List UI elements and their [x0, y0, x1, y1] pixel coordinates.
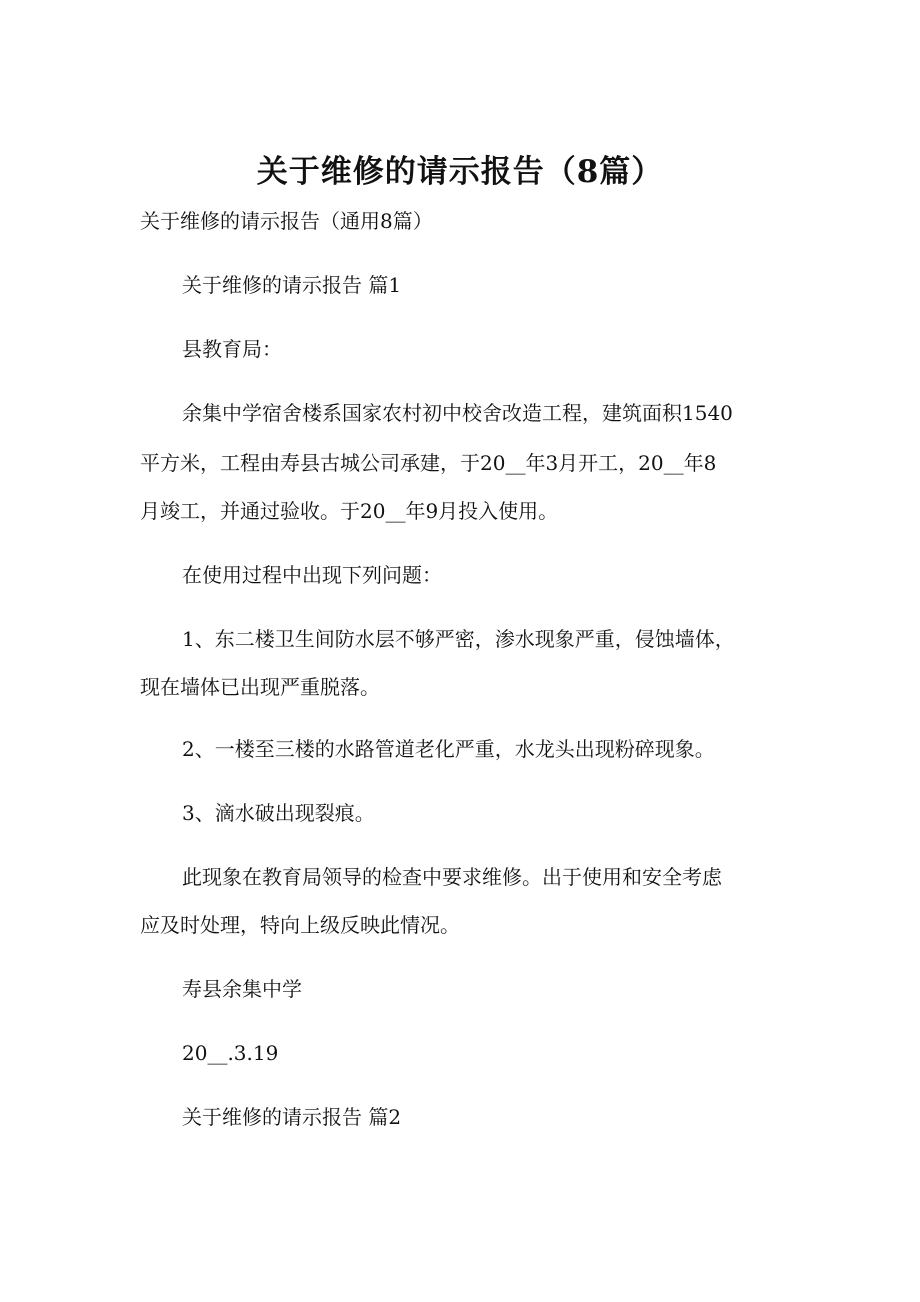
- item-1-line-2: 现在墙体已出现严重脱落。: [140, 675, 380, 699]
- section-1-heading: 关于维修的请示报告 篇1: [182, 273, 402, 297]
- paragraph-3-line-1: 此现象在教育局领导的检查中要求维修。出于使用和安全考虑: [182, 865, 722, 889]
- paragraph-1-line-1: 余集中学宿舍楼系国家农村初中校舍改造工程，建筑面积1540: [182, 401, 733, 425]
- paragraph-3-line-2: 应及时处理，特向上级反映此情况。: [140, 913, 460, 937]
- item-2: 2、一楼至三楼的水路管道老化严重，水龙头出现粉碎现象。: [182, 737, 715, 761]
- date: 20__.3.19: [182, 1041, 279, 1065]
- item-3: 3、滴水破出现裂痕。: [182, 801, 375, 825]
- paragraph-1-line-3: 月竣工，并通过验收。于20__年9月投入使用。: [140, 499, 559, 523]
- paragraph-1-line-2: 平方米，工程由寿县古城公司承建，于20__年3月开工，20__年8: [140, 451, 717, 475]
- addressee: 县教育局：: [182, 337, 282, 361]
- item-1-line-1: 1、东二楼卫生间防水层不够严密，渗水现象严重，侵蚀墙体，: [182, 627, 735, 651]
- document-title: 关于维修的请示报告（8篇）: [256, 154, 664, 190]
- section-2-heading: 关于维修的请示报告 篇2: [182, 1105, 402, 1129]
- document-subtitle: 关于维修的请示报告（通用8篇）: [140, 209, 433, 233]
- paragraph-2: 在使用过程中出现下列问题：: [182, 563, 442, 587]
- signature: 寿县余集中学: [182, 977, 302, 1001]
